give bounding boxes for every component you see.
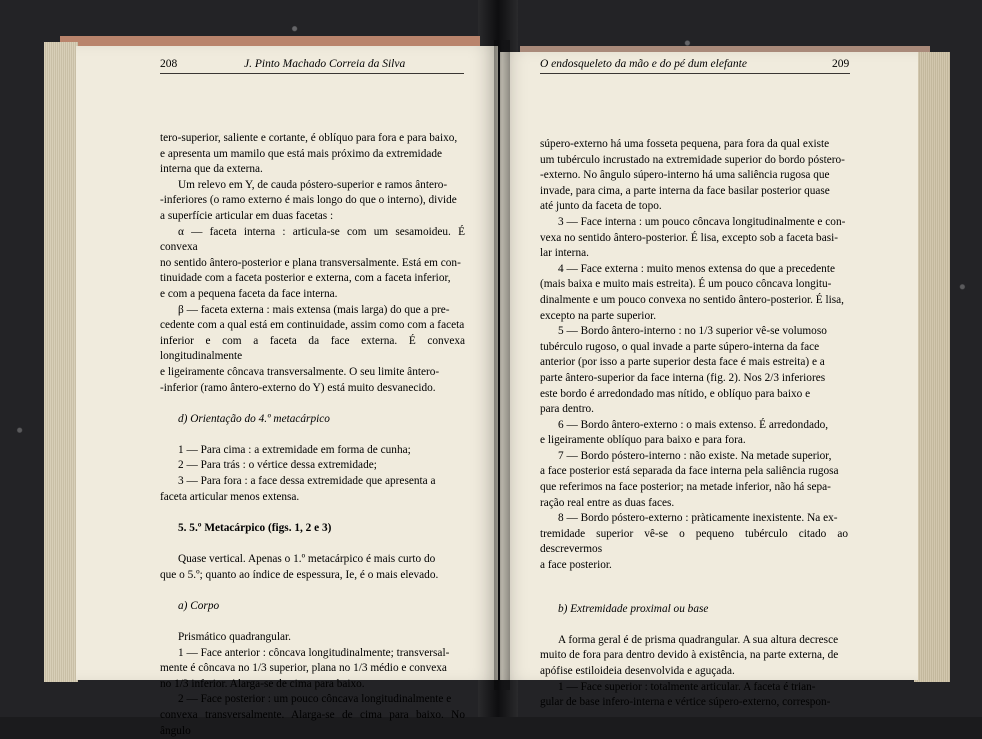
text-line: -externo. No ângulo súpero-interno há uma saliência rugosa que	[540, 169, 830, 182]
text-line: 1 — Face superior : totalmente articular. A faceta é trian-	[558, 680, 816, 693]
left-page-number: 208	[160, 58, 178, 70]
text-line: Prismático quadrangular.	[178, 631, 291, 643]
text-line: este bordo é arredondado mas nítido, e oblíquo para baixo e	[540, 387, 811, 400]
text-line: 7 — Bordo póstero-interno : não existe. Na metade superior,	[558, 449, 832, 462]
text-line: até junto da faceta de topo.	[540, 200, 662, 213]
text-line: tubérculo rugoso, o qual invade a parte súpero-interna da face	[540, 340, 820, 353]
text-line: ração real entre as duas faces.	[540, 496, 675, 509]
page-edge-top-left	[60, 36, 480, 46]
book-gutter-shadow	[494, 40, 510, 690]
text-line: no 1/3 inferior. Alarga-se de cima para baixo.	[160, 677, 365, 690]
text-line: que referimos na face posterior; na metade inferior, não há sepa-	[540, 481, 831, 494]
text-line: excepto na parte superior.	[540, 309, 657, 322]
text-line: a face posterior.	[540, 559, 612, 572]
text-line: lar interna.	[540, 247, 589, 260]
text-line: α — faceta interna : articula-se com um sesamoideu. É convexa	[160, 225, 465, 254]
text-line: mente é côncava no 1/3 superior, plana no 1/3 médio e convexa	[160, 662, 447, 675]
text-line: -inferior (ramo ântero-externo do Y) está muito desvanecido.	[160, 381, 436, 394]
text-line: tinuidade com a faceta posterior e externa, com a faceta inferior,	[160, 272, 451, 285]
text-line: A forma geral é de prisma quadrangular. A sua altura decresce	[558, 633, 839, 646]
text-line: súpero-externo há uma fosseta pequena, para fora da qual existe	[540, 138, 830, 150]
text-line: 6 — Bordo ântero-externo : o mais extenso. É arredondado,	[558, 418, 829, 431]
text-line: e com a pequena faceta da face interna.	[160, 287, 338, 300]
section-heading: b) Extremidade proximal ou base	[558, 602, 709, 615]
text-line: β — faceta externa : mais extensa (mais larga) do que a pre-	[178, 303, 450, 316]
text-line: 8 — Bordo póstero-externo : pràticamente inexistente. Na ex-	[558, 512, 838, 525]
text-line: -inferiores (o ramo externo é mais longo do que o interno), divide	[160, 194, 457, 207]
page-block-right	[914, 52, 950, 682]
right-running-head: O endosqueleto da mão e do pé dum elefante	[540, 58, 747, 70]
left-text-block	[160, 131, 465, 739]
text-line: tremidade superior vê-se o pequeno tubérculo citado ao descrevermos	[540, 527, 848, 556]
text-line: gular de base infero-interna e vértice súpero-externo, correspon-	[540, 696, 831, 709]
text-line: vexa no sentido ântero-posterior. É lisa, excepto sob a faceta basi-	[540, 231, 839, 244]
section-heading: a) Corpo	[178, 599, 220, 612]
text-line: 2 — Face posterior : um pouco côncava longitudinalmente e	[178, 693, 452, 706]
text-line: no sentido ântero-posterior e plana transversalmente. Está em con-	[160, 256, 461, 269]
text-line: Um relevo em Y, de cauda póstero-superior e ramos ântero-	[178, 178, 448, 191]
section-heading: d) Orientação do 4.º metacárpico	[178, 412, 330, 425]
text-line: e ligeiramente oblíquo para baixo e para fora.	[540, 434, 746, 447]
text-line: inferior e com a faceta da face externa. É convexa longitudinalmente	[160, 334, 465, 363]
page-block-left	[44, 42, 78, 682]
text-line: que o 5.º; quanto ao índice de espessura, Ie, é o mais elevado.	[160, 568, 439, 581]
text-line: invade, para cima, a parte interna da face basilar posterior quase	[540, 184, 830, 197]
text-line: anterior (por isso a parte superior desta face é mais estreita) e a	[540, 356, 825, 369]
right-page-number: 209	[832, 58, 850, 70]
text-line: 1 — Face anterior : côncava longitudinalmente; transversal-	[178, 646, 450, 659]
text-line: 5 — Bordo ântero-interno : no 1/3 superior vê-se volumoso	[558, 325, 827, 338]
text-line: 4 — Face externa : muito menos extensa do que a precedente	[558, 262, 835, 275]
right-header-rule	[540, 73, 850, 74]
text-line: e apresenta um mamilo que está mais próximo da extremidade	[160, 147, 443, 160]
text-line: apófise estiloideia desenvolvida e aguçada.	[540, 665, 735, 677]
text-line: cedente com a qual está em continuidade, assim como com a faceta	[160, 319, 465, 332]
text-line: tero-superior, saliente e cortante, é oblíquo para fora e para baixo,	[160, 132, 458, 144]
left-running-head: J. Pinto Machado Correia da Silva	[244, 58, 406, 70]
text-line: 1 — Para cima : a extremidade em forma de cunha;	[178, 443, 411, 456]
text-line: um tubérculo incrustado na extremidade superior do bordo póstero-	[540, 153, 845, 166]
text-line: para dentro.	[540, 403, 594, 416]
text-line: muito de fora para dentro devido à existência, na parte externa, de	[540, 649, 839, 662]
text-line: parte ântero-superior da face interna (fig. 2). Nos 2/3 inferiores	[540, 371, 826, 384]
text-line: interna que da externa.	[160, 163, 263, 176]
text-line: Quase vertical. Apenas o 1.º metacárpico é mais curto do	[178, 553, 436, 566]
left-header-rule	[160, 73, 464, 74]
text-line: (mais baixa e muito mais estreita). É um pouco côncava longitu-	[540, 278, 832, 291]
right-text-block	[540, 137, 848, 711]
text-line: 2 — Para trás : o vértice dessa extremidade;	[178, 459, 377, 472]
text-line: a superfície articular em duas facetas :	[160, 209, 334, 222]
text-line: faceta articular menos extensa.	[160, 490, 300, 503]
text-line: convexa transversalmente. Alarga-se de cima para baixo. No ângulo	[160, 708, 465, 737]
text-line: dinalmente e um pouco convexa no sentido ântero-posterior. É lisa,	[540, 293, 844, 306]
text-line: 3 — Para fora : a face dessa extremidade que apresenta a	[178, 475, 436, 488]
section-heading: 5. 5.º Metacárpico (figs. 1, 2 e 3)	[178, 521, 332, 534]
text-line: 3 — Face interna : um pouco côncava longitudinalmente e con-	[558, 215, 846, 228]
text-line: a face posterior está separada da face interna pela saliência rugosa	[540, 465, 839, 478]
text-line: e ligeiramente côncava transversalmente. O seu limite ântero-	[160, 365, 440, 378]
